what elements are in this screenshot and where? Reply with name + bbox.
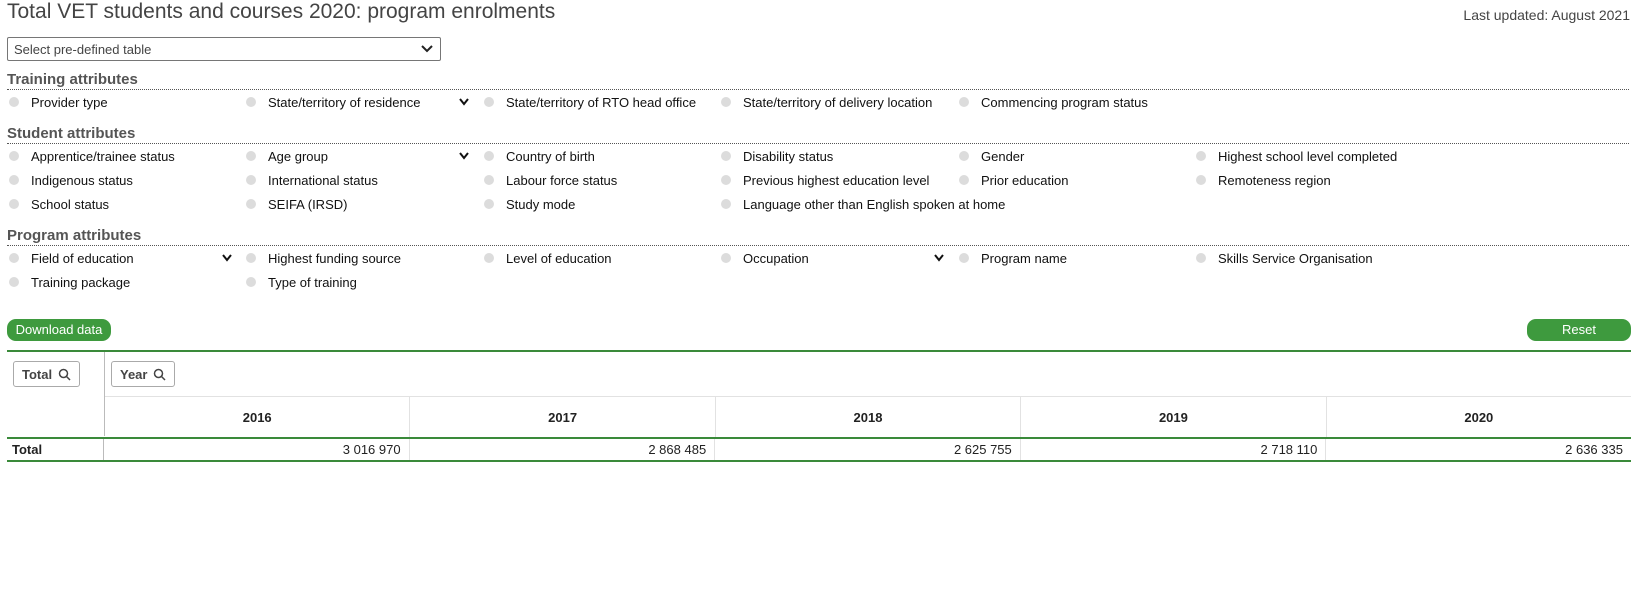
chevron-down-icon[interactable]	[221, 252, 233, 264]
value-cell: 2 718 110	[1021, 439, 1327, 460]
search-icon	[153, 368, 166, 381]
student-attributes-title: Student attributes	[7, 124, 1629, 144]
attr-level-of-education[interactable]: Level of education	[484, 246, 612, 270]
radio-icon	[484, 151, 494, 161]
attr-school-status[interactable]: School status	[9, 192, 109, 216]
attr-gender[interactable]: Gender	[959, 144, 1024, 168]
attr-study-mode[interactable]: Study mode	[484, 192, 575, 216]
attr-seifa-irsd[interactable]: SEIFA (IRSD)	[246, 192, 347, 216]
search-icon	[58, 368, 71, 381]
attr-program-name[interactable]: Program name	[959, 246, 1067, 270]
attr-apprentice-status[interactable]: Apprentice/trainee status	[9, 144, 175, 168]
radio-icon	[246, 253, 256, 263]
total-chip[interactable]: Total	[13, 361, 80, 387]
program-attributes-title: Program attributes	[7, 226, 1629, 246]
download-data-button[interactable]: Download data	[7, 319, 111, 341]
chevron-down-icon[interactable]	[458, 150, 470, 162]
attr-state-rto-head-office[interactable]: State/territory of RTO head office	[484, 90, 696, 114]
reset-button[interactable]: Reset	[1527, 319, 1631, 341]
attr-disability-status[interactable]: Disability status	[721, 144, 833, 168]
radio-icon	[9, 97, 19, 107]
radio-icon	[9, 277, 19, 287]
pivot-table	[7, 350, 1631, 462]
total-row-label: Total	[7, 439, 104, 460]
training-attributes-section	[7, 70, 1629, 110]
value-cell: 3 016 970	[104, 439, 410, 460]
column-dimension-area	[105, 352, 1631, 397]
value-cell: 2 625 755	[715, 439, 1021, 460]
year-header-row	[105, 397, 1631, 437]
student-attributes-section	[7, 124, 1629, 212]
attr-occupation[interactable]: Occupation	[721, 246, 947, 270]
attr-prior-education[interactable]: Prior education	[959, 168, 1068, 192]
predefined-table-select[interactable]	[7, 37, 441, 61]
radio-icon	[721, 175, 731, 185]
year-header[interactable]: 2016	[105, 397, 410, 437]
attr-field-of-education[interactable]: Field of education	[9, 246, 235, 270]
attr-age-group[interactable]: Age group	[246, 144, 472, 168]
radio-icon	[959, 253, 969, 263]
attr-highest-funding-source[interactable]: Highest funding source	[246, 246, 401, 270]
radio-icon	[959, 175, 969, 185]
radio-icon	[721, 97, 731, 107]
row-dimension-area	[7, 352, 105, 436]
chevron-down-icon[interactable]	[458, 96, 470, 108]
radio-icon	[484, 253, 494, 263]
radio-icon	[1196, 253, 1206, 263]
attr-remoteness-region[interactable]: Remoteness region	[1196, 168, 1331, 192]
attr-international-status[interactable]: International status	[246, 168, 378, 192]
radio-icon	[721, 151, 731, 161]
attr-highest-school-level[interactable]: Highest school level completed	[1196, 144, 1397, 168]
radio-icon	[721, 199, 731, 209]
attr-previous-highest-education[interactable]: Previous highest education level	[721, 168, 929, 192]
attr-commencing-program-status[interactable]: Commencing program status	[959, 90, 1148, 114]
attr-training-package[interactable]: Training package	[9, 270, 130, 294]
attr-provider-type[interactable]: Provider type	[9, 90, 108, 114]
last-updated: Last updated: August 2021	[1463, 7, 1630, 23]
year-header[interactable]: 2017	[410, 397, 715, 437]
radio-icon	[9, 175, 19, 185]
radio-icon	[9, 151, 19, 161]
attr-state-delivery-location[interactable]: State/territory of delivery location	[721, 90, 932, 114]
radio-icon	[484, 97, 494, 107]
radio-icon	[484, 199, 494, 209]
radio-icon	[246, 277, 256, 287]
radio-icon	[246, 97, 256, 107]
radio-icon	[959, 151, 969, 161]
attr-labour-force-status[interactable]: Labour force status	[484, 168, 617, 192]
attr-indigenous-status[interactable]: Indigenous status	[9, 168, 133, 192]
attr-country-of-birth[interactable]: Country of birth	[484, 144, 595, 168]
chevron-down-icon[interactable]	[933, 252, 945, 264]
select-placeholder: Select pre-defined table	[14, 41, 152, 57]
radio-icon	[9, 253, 19, 263]
program-attributes-section	[7, 226, 1629, 290]
table-row	[7, 437, 1631, 462]
year-header[interactable]: 2018	[716, 397, 1021, 437]
attr-language-other-than-english[interactable]: Language other than English spoken at home	[721, 192, 1005, 216]
radio-icon	[721, 253, 731, 263]
attr-type-of-training[interactable]: Type of training	[246, 270, 357, 294]
value-cell: 2 868 485	[410, 439, 716, 460]
value-cell: 2 636 335	[1565, 442, 1623, 457]
page-title: Total VET students and courses 2020: program enrolments	[7, 0, 556, 23]
training-attributes-title: Training attributes	[7, 70, 1629, 90]
attr-skills-service-organisation[interactable]: Skills Service Organisation	[1196, 246, 1373, 270]
year-chip[interactable]: Year	[111, 361, 175, 387]
year-header[interactable]: 2019	[1021, 397, 1326, 437]
chevron-down-icon	[420, 42, 434, 56]
radio-icon	[246, 175, 256, 185]
radio-icon	[246, 151, 256, 161]
radio-icon	[9, 199, 19, 209]
radio-icon	[1196, 151, 1206, 161]
radio-icon	[1196, 175, 1206, 185]
radio-icon	[246, 199, 256, 209]
radio-icon	[484, 175, 494, 185]
year-header[interactable]: 2020	[1464, 409, 1494, 425]
attr-state-residence[interactable]: State/territory of residence	[246, 90, 472, 114]
radio-icon	[959, 97, 969, 107]
